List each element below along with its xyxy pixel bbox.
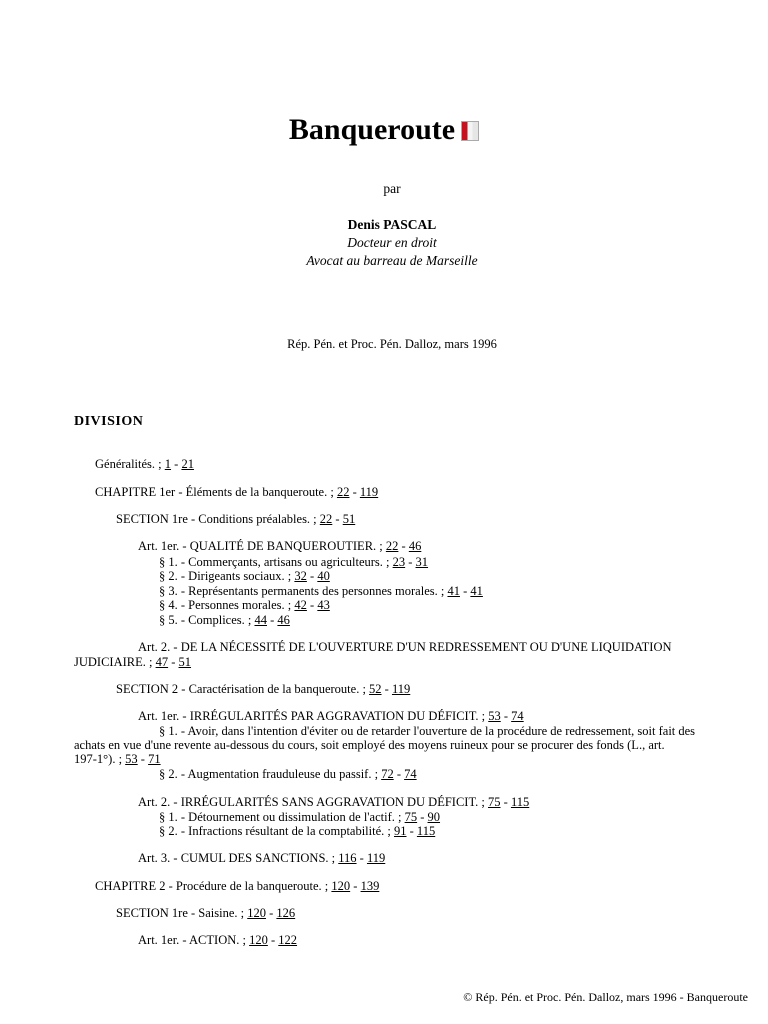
toc-link-from[interactable]: 23 (392, 555, 406, 569)
toc-link-from[interactable]: 120 (249, 933, 268, 947)
toc-link-from[interactable]: 72 (381, 767, 394, 781)
toc-link-from[interactable]: 47 (155, 655, 169, 669)
toc-line (138, 640, 672, 654)
toc-link-to[interactable]: 119 (366, 851, 386, 865)
author-role-1: Docteur en droit (347, 235, 437, 250)
range-separator: - (168, 655, 179, 669)
toc-link-to[interactable]: 126 (276, 906, 296, 920)
toc-line (159, 824, 435, 838)
toc-link-to[interactable]: 139 (360, 879, 380, 893)
toc-line (138, 795, 529, 809)
range-separator: - (332, 512, 343, 526)
toc-entry-text: Art. 1er. - IRRÉGULARITÉS PAR AGGRAVATION DU DÉFICIT. ; (138, 709, 489, 723)
toc-link-to[interactable]: 71 (148, 752, 161, 766)
range-separator: - (417, 810, 428, 824)
toc-link-to[interactable]: 51 (342, 512, 356, 526)
toc-line (159, 555, 428, 569)
toc-link-from[interactable]: 52 (369, 682, 382, 696)
toc-link-to[interactable]: 119 (359, 485, 379, 499)
toc-link-from[interactable]: 22 (319, 512, 333, 526)
range-separator: - (265, 906, 277, 920)
toc-link-to[interactable]: 51 (178, 655, 192, 669)
toc-link-to[interactable]: 115 (510, 795, 530, 809)
page-footer: © Rép. Pén. et Proc. Pén. Dalloz, mars 1996 - Banqueroute (463, 990, 748, 1004)
author-role-2: Avocat au barreau de Marseille (306, 253, 478, 268)
toc-entry-text: CHAPITRE 2 - Procédure de la banqueroute. ; (95, 879, 332, 893)
range-separator: - (349, 485, 360, 499)
toc-line (116, 906, 295, 920)
toc-link-from[interactable]: 116 (338, 851, 357, 865)
toc-entry-text: SECTION 1re - Saisine. ; (116, 906, 248, 920)
toc-link-to[interactable]: 43 (317, 598, 330, 612)
toc-entry-text: CHAPITRE 1er - Éléments de la banqueroute. ; (95, 485, 337, 499)
toc-link-from[interactable]: 91 (394, 824, 407, 838)
toc-link-from[interactable]: 53 (125, 752, 138, 766)
toc-link-to[interactable]: 41 (470, 584, 483, 598)
toc-entry-text: § 2. - Dirigeants sociaux. ; (159, 569, 295, 583)
toc-link-from[interactable]: 1 (164, 457, 172, 471)
range-separator: - (406, 824, 417, 838)
toc-entry-text: SECTION 2 - Caractérisation de la banqueroute. ; (116, 682, 370, 696)
range-separator: - (393, 767, 405, 781)
by-label: par (383, 181, 401, 196)
toc-link-from[interactable]: 22 (336, 485, 350, 499)
range-separator: - (398, 539, 409, 553)
toc-link-to[interactable]: 46 (408, 539, 422, 553)
toc-line (138, 933, 297, 947)
range-separator: - (306, 598, 318, 612)
range-separator: - (266, 613, 278, 627)
toc-link-to[interactable]: 40 (317, 569, 330, 583)
toc-line (159, 810, 440, 824)
toc-link-to[interactable]: 74 (404, 767, 417, 781)
range-separator: - (356, 851, 367, 865)
toc-entry-text: SECTION 1re - Conditions préalables. ; (116, 512, 320, 526)
toc-link-from[interactable]: 120 (331, 879, 351, 893)
toc-entry-text: § 5. - Complices. ; (159, 613, 255, 627)
toc-line (159, 569, 330, 583)
document-title (0, 112, 768, 148)
range-separator: - (267, 933, 279, 947)
toc-entry-text: § 1. - Avoir, dans l'intention d'éviter ou de retarder l'ouverture de la procédure de redressement, soit fait des (159, 724, 696, 738)
range-separator: - (500, 709, 512, 723)
toc-link-to[interactable]: 21 (181, 457, 194, 471)
toc-entry-text: § 1. - Commerçants, artisans ou agriculteurs. ; (159, 555, 393, 569)
toc-entry-text: Généralités. ; (95, 457, 165, 471)
toc-line (138, 709, 524, 723)
range-separator: - (350, 879, 361, 893)
author-name: Denis PASCAL (347, 217, 437, 232)
toc-line (116, 682, 410, 696)
toc-link-from[interactable]: 32 (294, 569, 307, 583)
range-separator: - (306, 569, 318, 583)
toc-entry-text: achats en vue d'une revente au-dessous du cours, soit employé des moyens ruineux pour se procurer des fonds (L., art. (74, 738, 665, 752)
toc-link-to[interactable]: 90 (427, 810, 441, 824)
toc-link-from[interactable]: 75 (404, 810, 418, 824)
toc-link-to[interactable]: 122 (278, 933, 298, 947)
toc-link-to[interactable]: 115 (416, 824, 436, 838)
flag-icon (461, 121, 479, 141)
toc-line (159, 613, 290, 627)
toc-entry-text: JUDICIAIRE. ; (74, 655, 156, 669)
toc-entry-text: Art. 1er. - ACTION. ; (138, 933, 250, 947)
toc-line (74, 655, 191, 669)
toc-line (116, 512, 355, 526)
toc-line (159, 598, 330, 612)
toc-entry-text: § 2. - Augmentation frauduleuse du passif. ; (159, 767, 382, 781)
toc-entry-text: § 2. - Infractions résultant de la comptabilité. ; (159, 824, 394, 838)
toc-link-from[interactable]: 22 (385, 539, 399, 553)
division-heading: DIVISION (74, 414, 144, 429)
toc-link-from[interactable]: 41 (447, 584, 460, 598)
source-reference: Rép. Pén. et Proc. Pén. Dalloz, mars 1996 (287, 337, 497, 351)
toc-link-from[interactable]: 53 (488, 709, 501, 723)
toc-link-to[interactable]: 119 (391, 682, 411, 696)
range-separator: - (381, 682, 392, 696)
toc-entry-text: Art. 2. - IRRÉGULARITÉS SANS AGGRAVATION DU DÉFICIT. ; (138, 795, 489, 809)
toc-line (95, 485, 378, 499)
range-separator: - (459, 584, 471, 598)
range-separator: - (500, 795, 511, 809)
toc-entry-text: 197-1°). ; (74, 752, 126, 766)
toc-line (138, 539, 421, 553)
toc-entry-text: § 4. - Personnes morales. ; (159, 598, 295, 612)
toc-entry-text: Art. 3. - CUMUL DES SANCTIONS. ; (138, 851, 339, 865)
toc-link-to[interactable]: 31 (415, 555, 429, 569)
toc-line (138, 851, 385, 865)
toc-link-from[interactable]: 42 (294, 598, 307, 612)
toc-line (74, 752, 161, 766)
toc-entry-text: Art. 1er. - QUALITÉ DE BANQUEROUTIER. ; (138, 539, 386, 553)
toc-line (95, 457, 194, 471)
toc-line (95, 879, 379, 893)
title-text: Banqueroute (288, 113, 456, 146)
toc-line (159, 584, 483, 598)
toc-link-from[interactable]: 75 (488, 795, 501, 809)
range-separator: - (171, 457, 182, 471)
toc-entry-text: § 3. - Représentants permanents des personnes morales. ; (159, 584, 448, 598)
toc-link-from[interactable]: 120 (247, 906, 266, 920)
toc-line (159, 767, 417, 781)
toc-entry-text: § 1. - Détournement ou dissimulation de l'actif. ; (159, 810, 405, 824)
range-separator: - (405, 555, 416, 569)
toc-link-from[interactable]: 44 (254, 613, 267, 627)
range-separator: - (137, 752, 149, 766)
toc-entry-text: Art. 2. - DE LA NÉCESSITÉ DE L'OUVERTURE D'UN REDRESSEMENT OU D'UNE LIQUIDATION (138, 640, 672, 654)
toc-link-to[interactable]: 74 (511, 709, 524, 723)
toc-link-to[interactable]: 46 (277, 613, 290, 627)
toc-line (159, 724, 695, 738)
toc-line (74, 738, 665, 752)
